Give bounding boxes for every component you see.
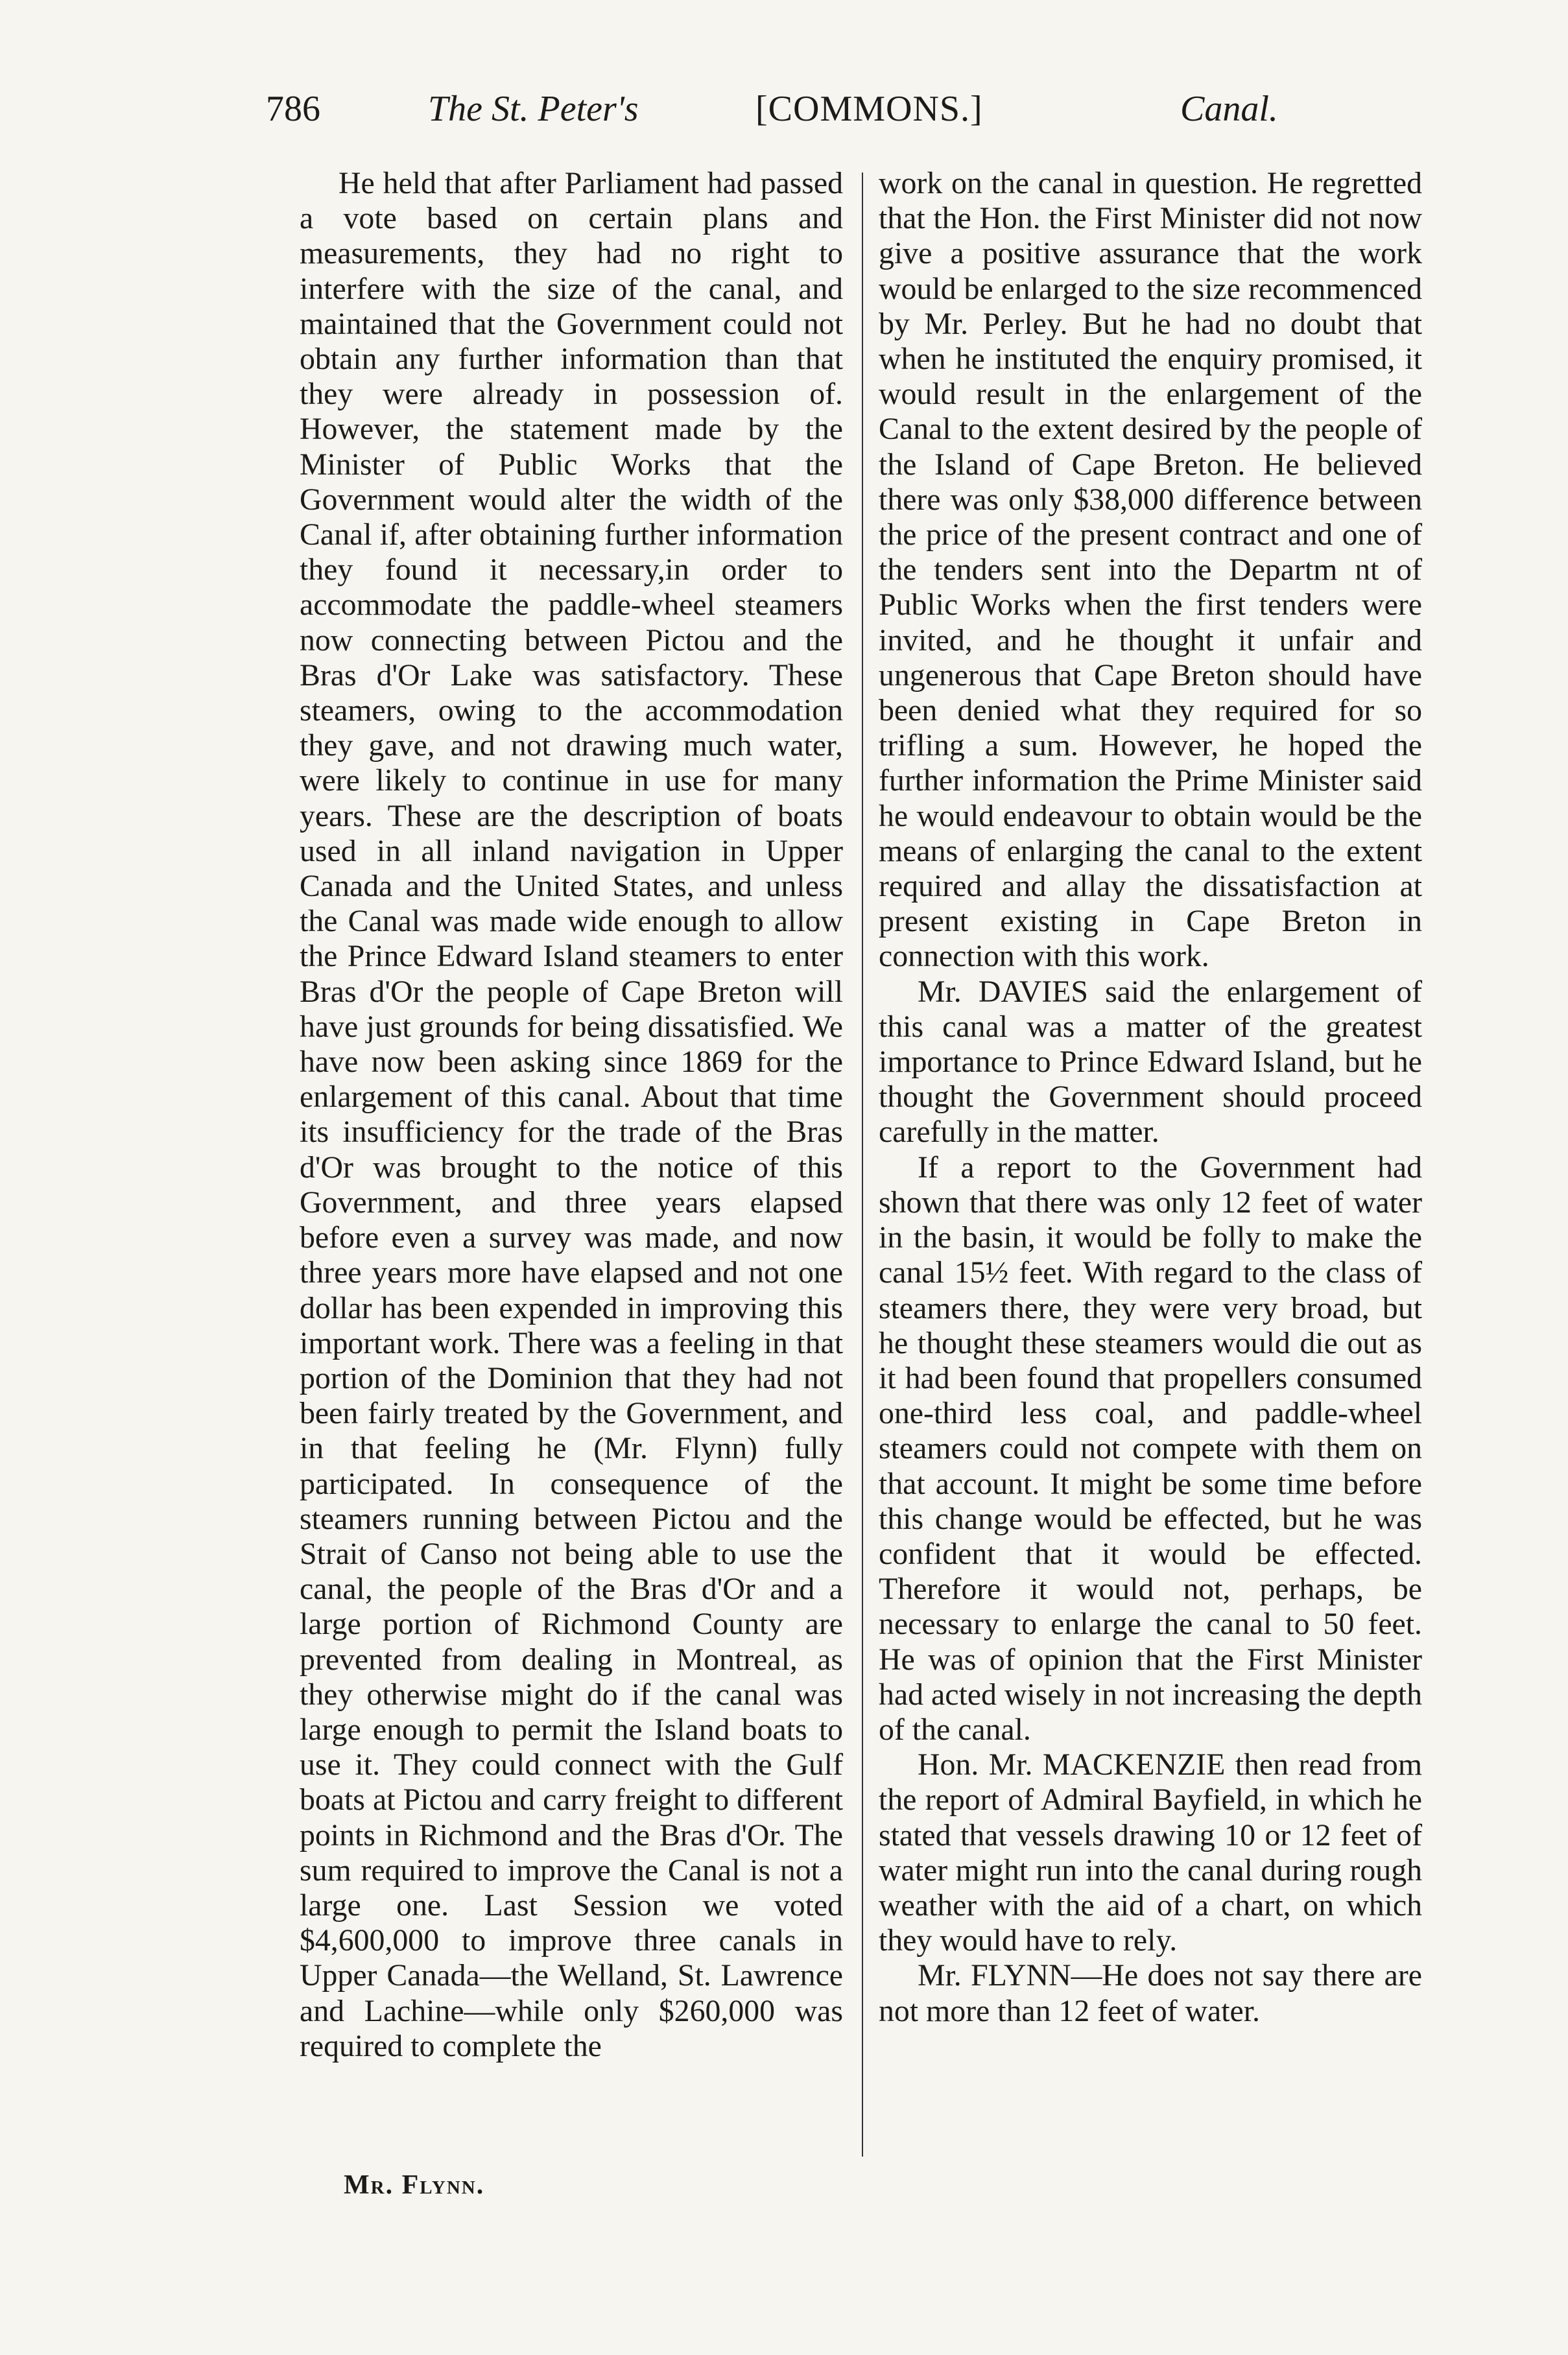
running-title-left: The St. Peter's bbox=[428, 89, 639, 129]
page-header bbox=[266, 88, 1491, 140]
column-divider bbox=[862, 172, 863, 2157]
paragraph: If a report to the Government had shown that there was only 12 feet of water in the basin, it would be folly to make the canal 15½ feet. With regard to the class of steamers there, they were very broad, but he thought these steamers would die out as it had been found that propellers consumed one-third less coal, and paddle-wheel steamers could not compete with them on that account. It might be some time before this change would be effected, but he was confident that it would be effected. Therefore it would not, perhaps, be necessary to enlarge the canal to 50 feet. He was of opinion that the First Minister had acted wisely in not increasing the depth of the canal. bbox=[879, 1150, 1422, 1747]
speaker-name: Mr. FLYNN bbox=[918, 1958, 1071, 1993]
paragraph bbox=[879, 1958, 1422, 2028]
paragraph bbox=[879, 975, 1422, 1150]
speaker-name: Mr. DAVIES bbox=[918, 974, 1088, 1009]
paragraph: work on the canal in question. He regretted that the Hon. the First Minister did not now give a positive assurance that the work would be enlarged to the size recommenced by Mr. Perley. But he had no doubt that when he instituted the enquiry promised, it would result in the enlargement of the Canal to the extent desired by the people of the Island of Cape Breton. He believed there was only $38,000 difference between the price of the present contract and one of the tenders sent into the Departm nt of Public Works when the first tenders were invited, and he thought it unfair and ungenerous that Cape Breton should have been denied what they required for so trifling a sum. However, he hoped the further information the Prime Minister said he would endeavour to obtain would be the means of enlarging the canal to the extent required and allay the dissatisfaction at present existing in Cape Breton in connection with this work. bbox=[879, 166, 1422, 974]
running-title-center: [COMMONS.] bbox=[755, 89, 983, 129]
left-column bbox=[300, 166, 843, 2064]
speech-text: said the enlargement of this canal was a matter of the greatest importance to Prince Edward Island, but he thought the Government should proceed carefully in the matter. bbox=[879, 974, 1423, 1150]
page-number: 786 bbox=[266, 89, 320, 129]
speech-text: —He does not say there are not more than 12 feet of water. bbox=[879, 1958, 1422, 2028]
catchword-footer: Mr. Flynn. bbox=[344, 2170, 485, 2200]
right-column bbox=[879, 166, 1422, 2029]
speech-text: then read from the report of Admiral Bayfield, in which he stated that vessels drawing 10 or 12 feet of water might run into the canal during rough weather with the aid of a chart, on which they would have to rely. bbox=[879, 1747, 1422, 1958]
running-title-right: Canal. bbox=[1180, 89, 1278, 129]
paragraph: He held that after Parliament had passed a vote based on certain plans and measurements, they had no right to interfere with the size of the canal, and maintained that the Government could not obtain any further information than that they were already in possession of. However, the statement made by the Minister of Public Works that the Government would alter the width of the Canal if, after obtaining further information they found it necessary,in order to accommodate the paddle-wheel steamers now connecting between Pictou and the Bras d'Or Lake was satisfactory. These steamers, owing to the accommodation they gave, and not drawing much water, were likely to continue in use for many years. These are the description of boats used in all inland navigation in Upper Canada and the United States, and unless the Canal was made wide enough to allow the Prince Edward Island steamers to enter Bras d'Or the people of Cape Breton will have just grounds for being dissatisfied. We have now been asking since 1869 for the enlargement of this canal. About that time its insufficiency for the trade of the Bras d'Or was brought to the notice of this Government, and three years elapsed before even a survey was made, and now three years more have elapsed and not one dollar has been expended in improving this important work. There was a feeling in that portion of the Dominion that they had not been fairly treated by the Government, and in that feeling he (Mr. Flynn) fully participated. In consequence of the steamers running between Pictou and the Strait of Canso not being able to use the canal, the people of the Bras d'Or and a large portion of Richmond County are prevented from dealing in Montreal, as they otherwise might do if the canal was large enough to permit the Island boats to use it. They could connect with the Gulf boats at Pictou and carry freight to different points in Richmond and the Bras d'Or. The sum required to improve the Canal is not a large one. Last Session we voted $4,600,000 to improve three canals in Upper Canada—the Welland, St. Lawrence and Lachine—while only $260,000 was required to complete the bbox=[300, 166, 843, 2063]
speaker-name: Hon. Mr. MACKENZIE bbox=[918, 1747, 1226, 1782]
paragraph bbox=[879, 1747, 1422, 1958]
